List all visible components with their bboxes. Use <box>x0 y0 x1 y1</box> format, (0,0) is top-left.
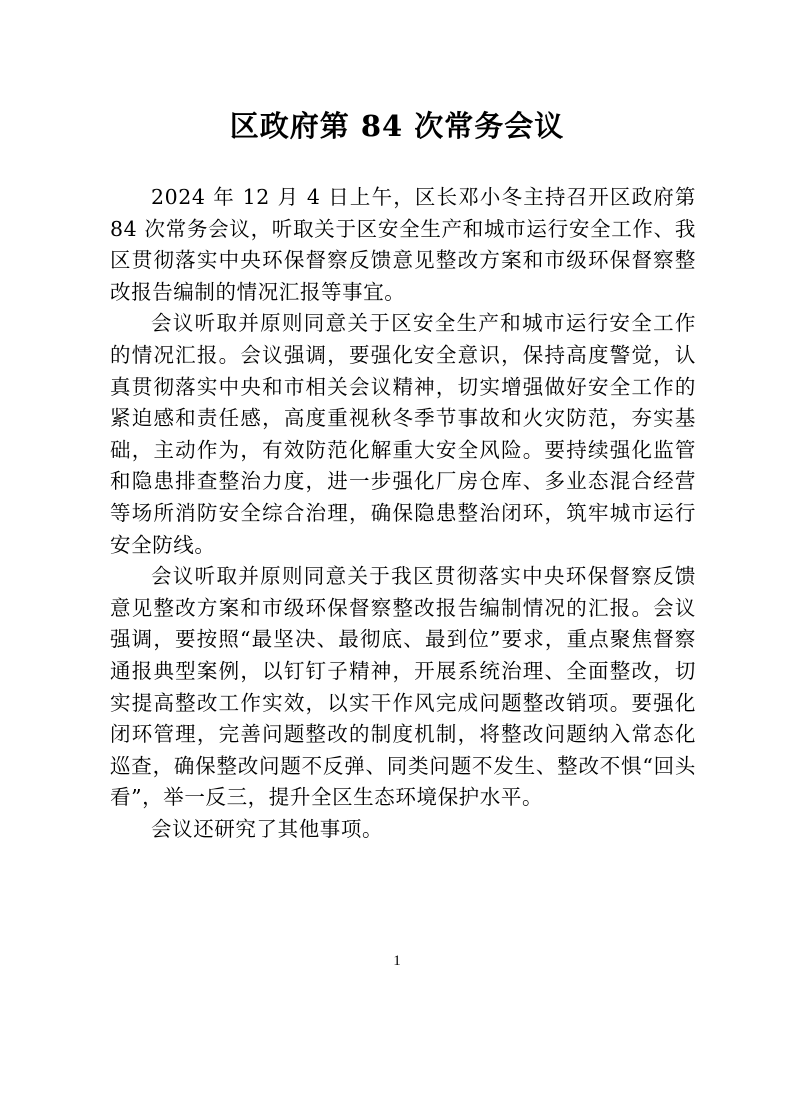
paragraph-safety-work: 会议听取并原则同意关于区安全生产和城市运行安全工作的情况汇报。会议强调，要强化安全意识，保持高度警觉，认真贯彻落实中央和市相关会议精神，切实增强做好安全工作的紧迫感和责任感，高度重视秋冬季节事故和火灾防范，夯实基础，主动作为，有效防范化解重大安全风险。要持续强化监管和隐患排查整治力度，进一步强化厂房仓库、多业态混合经营等场所消防安全综合治理，确保隐患整治闭环，筑牢城市运行安全防线。 <box>110 311 696 557</box>
paragraph-environmental-rectification: 会议听取并原则同意关于我区贯彻落实中央环保督察反馈意见整改方案和市级环保督察整改报告编制情况的汇报。会议强调，要按照“最坚决、最彻底、最到位”要求，重点聚焦督察通报典型案例，以钉钉子精神，开展系统治理、全面整改，切实提高整改工作实效，以实干作风完成问题整改销项。要强化闭环管理，完善问题整改的制度机制，将整改问题纳入常态化巡查，确保整改问题不反弹、同类问题不发生、整改不惧“回头看”，举一反三，提升全区生态环境保护水平。 <box>110 564 696 810</box>
paragraph-meeting-summary: 2024 年 12 月 4 日上午，区长邓小冬主持召开区政府第 84 次常务会议，听取关于区安全生产和城市运行安全工作、我区贯彻落实中央环保督察反馈意见整改方案和市级环保督察整改报告编制的情况汇报等事宜。 <box>110 185 696 304</box>
document-title: 区政府第 84 次常务会议 <box>229 109 565 143</box>
page-number: 1 <box>393 953 401 969</box>
paragraph-other-matters: 会议还研究了其他事项。 <box>151 816 384 841</box>
document-body <box>110 182 696 845</box>
